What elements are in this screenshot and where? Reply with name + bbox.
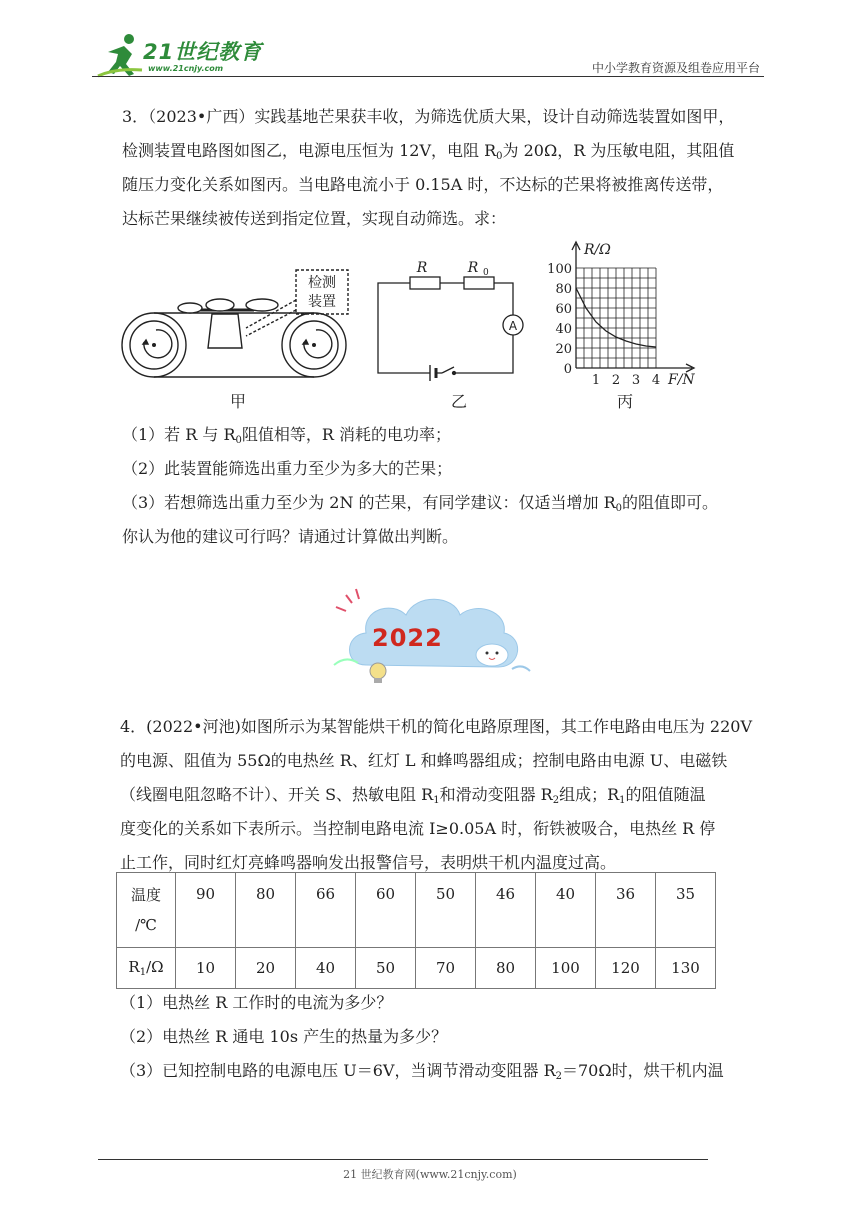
x-tick-label: 1	[591, 373, 601, 388]
table-cell: 46	[476, 873, 536, 948]
table-header-resistance	[117, 948, 176, 989]
q3-sub-3a: （3）若想筛选出重力至少为 2N 的芒果，有同学建议：仅适当增加 R	[122, 493, 616, 512]
q3-sub-1	[122, 422, 451, 446]
q4-line-2: 的电源、阻值为 55Ω的电热丝 R、红灯 L 和蜂鸣器组成；控制电路由电源 U、电磁铁	[120, 751, 728, 770]
sub-one: 1	[619, 795, 626, 806]
r1-label: R	[128, 958, 140, 976]
table-cell: 35	[656, 873, 716, 948]
footer-text: 21 世纪教育网(www.21cnjy.com)	[343, 1168, 517, 1181]
q4-line-3c: 组成；R	[559, 785, 620, 804]
q3-sub-1a: （1）若 R 与 R	[122, 425, 236, 444]
device-label-2: 装置	[308, 294, 336, 310]
q4-line-3a: （线圈电阻忽略不计）、开关 S、热敏电阻 R	[120, 785, 434, 804]
table-row-temperature	[117, 873, 716, 948]
q3-line-2a: 检测装置电路图如图乙，电源电压恒为 12V，电阻 R	[122, 141, 497, 160]
logo-text: 21世纪教育	[143, 40, 263, 64]
y-axis-label: R/Ω	[584, 242, 611, 258]
table-cell: 20	[236, 948, 296, 989]
logo-url: www.21cnjy.com	[148, 64, 224, 73]
sub-zero: 0	[235, 435, 242, 446]
q3-line-4: 达标芒果继续被传送到指定位置，实现自动筛选。求：	[122, 209, 507, 228]
table-cell: 50	[356, 948, 416, 989]
ammeter-label: A	[508, 319, 518, 333]
q4-sub-3a: （3）已知控制电路的电源电压 U＝6V，当调节滑动变阻器 R	[120, 1061, 556, 1080]
footer-divider	[98, 1159, 708, 1160]
lightbulb-icon	[370, 663, 386, 679]
figure-label-bing: 丙	[617, 392, 634, 411]
label-r: R	[416, 260, 428, 276]
x-tick-label: 2	[611, 373, 621, 388]
q4-line-1: 4．(2022•河池)如图所示为某智能烘干机的简化电路原理图，其工作电路由电压为 220V	[120, 717, 753, 736]
sub-one: 1	[433, 795, 440, 806]
resistor-r0	[464, 277, 494, 289]
table-cell: 80	[236, 873, 296, 948]
q3-sub-1b: 阻值相等，R 消耗的电功率；	[241, 425, 452, 444]
q3-sub-2: （2）此装置能筛选出重力至少为多大的芒果；	[122, 459, 453, 478]
figure-graph	[536, 236, 726, 396]
y-tick-label: 40	[555, 322, 572, 337]
figure-circuit	[370, 255, 530, 385]
y-tick-label: 100	[547, 262, 572, 277]
q4-line-5: 止工作，同时红灯亮蜂鸣器响发出报警信号，表明烘干机内温度过高。	[120, 853, 617, 872]
table-cell: 80	[476, 948, 536, 989]
sub-zero: 0	[615, 503, 623, 514]
runner-logo-icon	[96, 30, 146, 80]
y-tick-label: 60	[555, 302, 572, 317]
table-cell: 70	[416, 948, 476, 989]
q4-sub-3	[120, 1058, 724, 1082]
q3-line-2b: 为 20Ω，R 为压敏电阻，其阻值	[502, 141, 735, 160]
q3-line-1: 3．（2023•广西）实践基地芒果获丰收，为筛选优质大果，设计自动筛选装置如图甲，	[122, 107, 735, 126]
table-cell: 66	[296, 873, 356, 948]
header-platform-text: 中小学教育资源及组卷应用平台	[591, 61, 760, 75]
y-tick-label: 0	[563, 362, 572, 377]
figure-conveyor	[116, 250, 356, 410]
q4-sub-1: （1）电热丝 R 工作时的电流为多少？	[120, 993, 393, 1012]
table-row-resistance	[117, 948, 716, 989]
table-cell: 130	[656, 948, 716, 989]
q4-sub-3b: ＝70Ω时，烘干机内温	[562, 1061, 724, 1080]
q3-sub-3b: 的阻值即可。	[622, 493, 719, 512]
q3-line-2	[122, 138, 734, 162]
x-tick-label: 3	[631, 373, 641, 388]
table-cell: 10	[176, 948, 236, 989]
q4-line-4: 度变化的关系如下表所示。当控制电路电流 I≥0.05A 时，衔铁被吸合，电热丝 R 停	[120, 819, 716, 838]
device-label-1: 检测	[308, 275, 336, 291]
r1-sub: 1	[139, 967, 147, 978]
q4-line-3	[120, 782, 706, 806]
table-cell: 36	[596, 873, 656, 948]
q3-sub-3-cont: 你认为他的建议可行吗？请通过计算做出判断。	[122, 527, 459, 546]
table-header-temperature	[117, 873, 176, 948]
q4-sub-2: （2）电热丝 R 通电 10s 产生的热量为多少？	[120, 1027, 448, 1046]
table-head-line2: /℃	[135, 916, 157, 934]
y-tick-label: 80	[555, 282, 572, 297]
y-tick-label: 20	[555, 342, 572, 357]
x-axis-label: F/N	[668, 372, 695, 388]
q3-sub-3	[122, 490, 718, 514]
temperature-resistance-table	[116, 872, 716, 989]
r1-unit: /Ω	[146, 958, 164, 976]
x-tick-label: 4	[651, 373, 661, 388]
table-cell: 40	[536, 873, 596, 948]
label-r0-sub: 0	[483, 268, 489, 278]
sub-zero: 0	[496, 151, 503, 162]
sub-two: 2	[555, 1071, 562, 1082]
header-divider	[92, 76, 764, 77]
sub-two: 2	[552, 795, 560, 806]
figure-label-jia: 甲	[230, 392, 247, 411]
table-cell: 120	[596, 948, 656, 989]
table-cell: 100	[536, 948, 596, 989]
figure-label-yi: 乙	[451, 392, 468, 411]
q4-line-3d: 的阻值随温	[625, 785, 706, 804]
q4-line-3b: 和滑动变阻器 R	[439, 785, 553, 804]
table-cell: 60	[356, 873, 416, 948]
label-r0: R	[467, 260, 479, 276]
banner-year: 2022	[372, 624, 443, 652]
cloud-face-icon	[476, 644, 508, 666]
table-cell: 90	[176, 873, 236, 948]
table-cell: 50	[416, 873, 476, 948]
resistor-r	[410, 277, 440, 289]
table-cell: 40	[296, 948, 356, 989]
table-head-line1: 温度	[130, 886, 161, 904]
q3-line-3: 随压力变化关系如图丙。当电路电流小于 0.15A 时，不达标的芒果将被推离传送带，	[122, 175, 724, 194]
